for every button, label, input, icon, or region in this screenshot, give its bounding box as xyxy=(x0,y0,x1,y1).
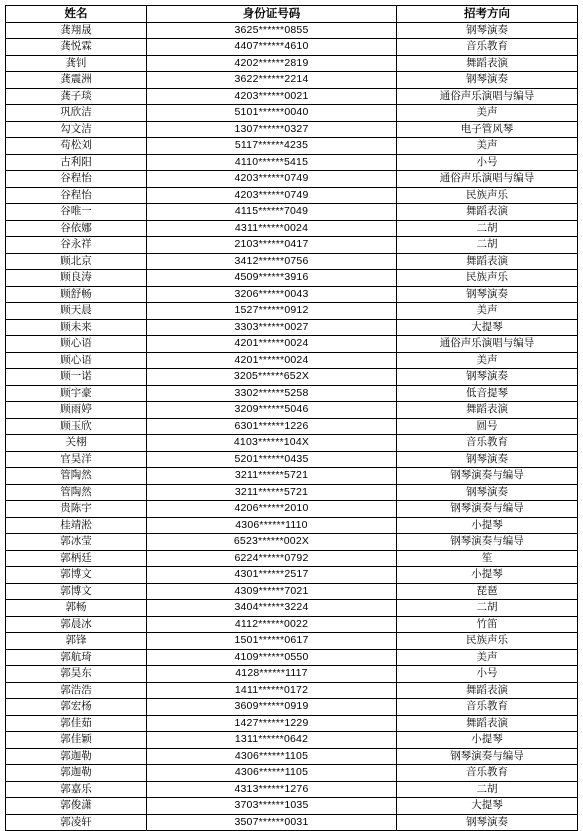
table-body xyxy=(6,22,578,831)
cell-exam-direction: 舞蹈表演 xyxy=(397,204,578,221)
table-row xyxy=(6,55,578,72)
cell-exam-direction: 二胡 xyxy=(397,237,578,254)
table-row xyxy=(6,814,578,831)
table-row xyxy=(6,105,578,122)
cell-id-number: 3625******0855 xyxy=(147,22,397,39)
cell-id-number: 3703******1035 xyxy=(147,798,397,815)
table-row xyxy=(6,402,578,419)
header-id-number: 身份证号码 xyxy=(147,6,397,23)
cell-name: 关栩 xyxy=(6,435,147,452)
table-row xyxy=(6,550,578,567)
cell-name: 郭昊东 xyxy=(6,666,147,683)
cell-id-number: 3303******0027 xyxy=(147,319,397,336)
cell-exam-direction: 二胡 xyxy=(397,600,578,617)
cell-id-number: 6301******1226 xyxy=(147,418,397,435)
cell-id-number: 4203******0749 xyxy=(147,171,397,188)
cell-exam-direction: 琵琶 xyxy=(397,583,578,600)
cell-exam-direction: 大提琴 xyxy=(397,798,578,815)
cell-id-number: 1411******0172 xyxy=(147,682,397,699)
table-row xyxy=(6,682,578,699)
table-row xyxy=(6,418,578,435)
cell-id-number: 3211******5721 xyxy=(147,484,397,501)
cell-id-number: 4112******0022 xyxy=(147,616,397,633)
table-row xyxy=(6,534,578,551)
cell-exam-direction: 通俗声乐演唱与编导 xyxy=(397,336,578,353)
cell-exam-direction: 钢琴演奏与编导 xyxy=(397,748,578,765)
table-row xyxy=(6,72,578,89)
table-row xyxy=(6,517,578,534)
cell-name: 龚子琰 xyxy=(6,88,147,105)
header-row xyxy=(6,6,578,23)
cell-name: 郭冰莹 xyxy=(6,534,147,551)
cell-name: 谷程怡 xyxy=(6,187,147,204)
cell-name: 顾雨婷 xyxy=(6,402,147,419)
cell-id-number: 4110******5415 xyxy=(147,154,397,171)
cell-name: 管陶然 xyxy=(6,468,147,485)
table-row xyxy=(6,88,578,105)
cell-exam-direction: 舞蹈表演 xyxy=(397,715,578,732)
cell-name: 顾舒畅 xyxy=(6,286,147,303)
cell-id-number: 1501******0617 xyxy=(147,633,397,650)
cell-id-number: 6523******002X xyxy=(147,534,397,551)
cell-name: 顾天晨 xyxy=(6,303,147,320)
cell-id-number: 5201******0435 xyxy=(147,451,397,468)
cell-exam-direction: 美声 xyxy=(397,138,578,155)
cell-exam-direction: 钢琴演奏 xyxy=(397,814,578,831)
cell-name: 龚震洲 xyxy=(6,72,147,89)
cell-exam-direction: 低音提琴 xyxy=(397,385,578,402)
cell-name: 郭宏杨 xyxy=(6,699,147,716)
cell-id-number: 6224******0792 xyxy=(147,550,397,567)
cell-exam-direction: 舞蹈表演 xyxy=(397,253,578,270)
cell-name: 郭佳茹 xyxy=(6,715,147,732)
cell-id-number: 3205******652X xyxy=(147,369,397,386)
cell-exam-direction: 通俗声乐演唱与编导 xyxy=(397,171,578,188)
cell-exam-direction: 钢琴演奏 xyxy=(397,451,578,468)
table-row xyxy=(6,171,578,188)
table-row xyxy=(6,484,578,501)
cell-name: 郭博文 xyxy=(6,583,147,600)
cell-exam-direction: 钢琴演奏 xyxy=(397,22,578,39)
cell-id-number: 3206******0043 xyxy=(147,286,397,303)
cell-id-number: 4301******2517 xyxy=(147,567,397,584)
table-row xyxy=(6,699,578,716)
cell-name: 郭凌轩 xyxy=(6,814,147,831)
cell-name: 郭晨冰 xyxy=(6,616,147,633)
cell-name: 郭博文 xyxy=(6,567,147,584)
table-row xyxy=(6,748,578,765)
cell-id-number: 4128******1117 xyxy=(147,666,397,683)
cell-exam-direction: 美声 xyxy=(397,105,578,122)
cell-id-number: 3209******5046 xyxy=(147,402,397,419)
cell-name: 龚翔晟 xyxy=(6,22,147,39)
table-row xyxy=(6,633,578,650)
table-row xyxy=(6,220,578,237)
cell-id-number: 4201******0024 xyxy=(147,336,397,353)
cell-name: 顾北京 xyxy=(6,253,147,270)
cell-id-number: 4203******0021 xyxy=(147,88,397,105)
cell-name: 郭迦勒 xyxy=(6,765,147,782)
applicant-table xyxy=(5,5,578,831)
cell-exam-direction: 美声 xyxy=(397,352,578,369)
cell-exam-direction: 二胡 xyxy=(397,220,578,237)
cell-id-number: 4313******1276 xyxy=(147,781,397,798)
cell-name: 龚钊 xyxy=(6,55,147,72)
cell-name: 郭嘉乐 xyxy=(6,781,147,798)
cell-name: 郭畅 xyxy=(6,600,147,617)
cell-exam-direction: 小提琴 xyxy=(397,517,578,534)
table-row xyxy=(6,567,578,584)
table-row xyxy=(6,253,578,270)
cell-exam-direction: 音乐教育 xyxy=(397,39,578,56)
cell-exam-direction: 钢琴演奏 xyxy=(397,369,578,386)
cell-exam-direction: 电子管风琴 xyxy=(397,121,578,138)
cell-exam-direction: 民族声乐 xyxy=(397,187,578,204)
cell-id-number: 2103******0417 xyxy=(147,237,397,254)
table-row xyxy=(6,385,578,402)
table-row xyxy=(6,319,578,336)
cell-id-number: 4306******1110 xyxy=(147,517,397,534)
cell-id-number: 3622******2214 xyxy=(147,72,397,89)
cell-name: 谷程怡 xyxy=(6,171,147,188)
cell-id-number: 3609******0919 xyxy=(147,699,397,716)
cell-exam-direction: 通俗声乐演唱与编导 xyxy=(397,88,578,105)
table-row xyxy=(6,352,578,369)
cell-exam-direction: 小号 xyxy=(397,154,578,171)
cell-id-number: 4201******0024 xyxy=(147,352,397,369)
cell-exam-direction: 舞蹈表演 xyxy=(397,402,578,419)
table-row xyxy=(6,39,578,56)
cell-exam-direction: 钢琴演奏 xyxy=(397,286,578,303)
cell-exam-direction: 民族声乐 xyxy=(397,270,578,287)
cell-exam-direction: 音乐教育 xyxy=(397,699,578,716)
header-name: 姓名 xyxy=(6,6,147,23)
cell-id-number: 5101******0040 xyxy=(147,105,397,122)
cell-id-number: 3404******3224 xyxy=(147,600,397,617)
cell-name: 谷唯一 xyxy=(6,204,147,221)
cell-id-number: 4306******1105 xyxy=(147,765,397,782)
cell-id-number: 4203******0749 xyxy=(147,187,397,204)
cell-exam-direction: 钢琴演奏 xyxy=(397,484,578,501)
cell-id-number: 1427******1229 xyxy=(147,715,397,732)
table-row xyxy=(6,666,578,683)
table-row xyxy=(6,715,578,732)
cell-id-number: 4103******104X xyxy=(147,435,397,452)
cell-id-number: 4309******7021 xyxy=(147,583,397,600)
cell-id-number: 5117******4235 xyxy=(147,138,397,155)
table-row xyxy=(6,270,578,287)
cell-id-number: 4109******0550 xyxy=(147,649,397,666)
cell-name: 桂靖淞 xyxy=(6,517,147,534)
cell-name: 古利阳 xyxy=(6,154,147,171)
table-row xyxy=(6,286,578,303)
table-row xyxy=(6,204,578,221)
table-row xyxy=(6,765,578,782)
table-row xyxy=(6,187,578,204)
cell-name: 顾良涛 xyxy=(6,270,147,287)
cell-id-number: 4202******2819 xyxy=(147,55,397,72)
cell-id-number: 4311******0024 xyxy=(147,220,397,237)
table-row xyxy=(6,732,578,749)
table-row xyxy=(6,451,578,468)
table-row xyxy=(6,435,578,452)
cell-exam-direction: 钢琴演奏与编导 xyxy=(397,468,578,485)
cell-exam-direction: 钢琴演奏与编导 xyxy=(397,501,578,518)
cell-name: 郭柄廷 xyxy=(6,550,147,567)
cell-exam-direction: 钢琴演奏 xyxy=(397,72,578,89)
cell-id-number: 4206******2010 xyxy=(147,501,397,518)
cell-exam-direction: 小提琴 xyxy=(397,567,578,584)
cell-exam-direction: 笙 xyxy=(397,550,578,567)
cell-name: 管陶然 xyxy=(6,484,147,501)
cell-exam-direction: 小提琴 xyxy=(397,732,578,749)
cell-name: 顾心语 xyxy=(6,336,147,353)
cell-exam-direction: 民族声乐 xyxy=(397,633,578,650)
table-row xyxy=(6,583,578,600)
cell-exam-direction: 小号 xyxy=(397,666,578,683)
cell-name: 谷永祥 xyxy=(6,237,147,254)
cell-id-number: 3302******5258 xyxy=(147,385,397,402)
cell-id-number: 4407******4610 xyxy=(147,39,397,56)
cell-name: 苟松刘 xyxy=(6,138,147,155)
cell-name: 顾心语 xyxy=(6,352,147,369)
cell-name: 顾宇豪 xyxy=(6,385,147,402)
cell-id-number: 1307******0327 xyxy=(147,121,397,138)
cell-name: 郭迦勒 xyxy=(6,748,147,765)
table-row xyxy=(6,616,578,633)
cell-name: 贵陈宇 xyxy=(6,501,147,518)
table-row xyxy=(6,336,578,353)
cell-name: 郭浩浩 xyxy=(6,682,147,699)
table-row xyxy=(6,781,578,798)
cell-exam-direction: 舞蹈表演 xyxy=(397,55,578,72)
cell-id-number: 3507******0031 xyxy=(147,814,397,831)
table-row xyxy=(6,303,578,320)
table-row xyxy=(6,138,578,155)
cell-name: 顾未来 xyxy=(6,319,147,336)
cell-id-number: 4509******3916 xyxy=(147,270,397,287)
table-row xyxy=(6,468,578,485)
table-row xyxy=(6,600,578,617)
table-row xyxy=(6,501,578,518)
cell-name: 郭锋 xyxy=(6,633,147,650)
table-row xyxy=(6,369,578,386)
cell-id-number: 1311******0642 xyxy=(147,732,397,749)
cell-name: 郭航琦 xyxy=(6,649,147,666)
cell-name: 顾玉欣 xyxy=(6,418,147,435)
cell-name: 龚悦霖 xyxy=(6,39,147,56)
cell-exam-direction: 美声 xyxy=(397,303,578,320)
cell-exam-direction: 音乐教育 xyxy=(397,765,578,782)
cell-name: 郭佳颖 xyxy=(6,732,147,749)
cell-exam-direction: 钢琴演奏与编导 xyxy=(397,534,578,551)
cell-id-number: 4115******7049 xyxy=(147,204,397,221)
cell-name: 郭俊潇 xyxy=(6,798,147,815)
cell-name: 顾一诺 xyxy=(6,369,147,386)
cell-exam-direction: 舞蹈表演 xyxy=(397,682,578,699)
cell-exam-direction: 大提琴 xyxy=(397,319,578,336)
cell-exam-direction: 美声 xyxy=(397,649,578,666)
cell-name: 谷依娜 xyxy=(6,220,147,237)
cell-exam-direction: 音乐教育 xyxy=(397,435,578,452)
cell-exam-direction: 竹笛 xyxy=(397,616,578,633)
table-row xyxy=(6,22,578,39)
cell-id-number: 3211******5721 xyxy=(147,468,397,485)
table-row xyxy=(6,798,578,815)
table-row xyxy=(6,649,578,666)
cell-id-number: 4306******1105 xyxy=(147,748,397,765)
cell-id-number: 1527******0912 xyxy=(147,303,397,320)
table-row xyxy=(6,154,578,171)
cell-id-number: 3412******0756 xyxy=(147,253,397,270)
table-row xyxy=(6,237,578,254)
cell-name: 勾文洁 xyxy=(6,121,147,138)
header-exam-direction: 招考方向 xyxy=(397,6,578,23)
cell-name: 官昊洋 xyxy=(6,451,147,468)
cell-name: 巩欣洁 xyxy=(6,105,147,122)
cell-exam-direction: 二胡 xyxy=(397,781,578,798)
cell-exam-direction: 圆号 xyxy=(397,418,578,435)
table-row xyxy=(6,121,578,138)
